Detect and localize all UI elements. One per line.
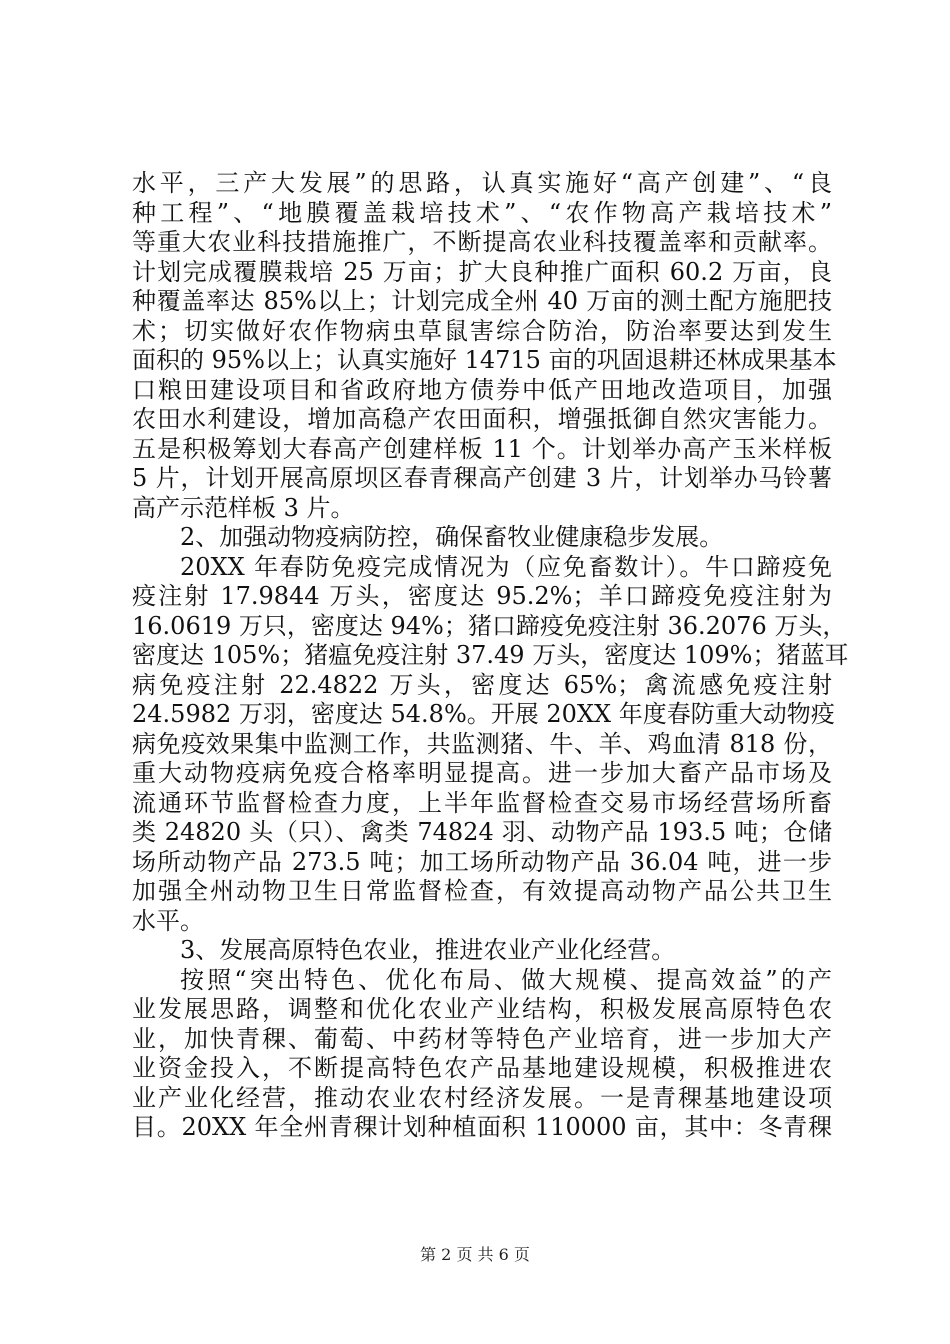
text-line: 种覆盖率达 85%以上；计划完成全州 40 万亩的测土配方施肥技 xyxy=(132,287,832,315)
text-line: 农田水利建设，增加高稳产农田面积，增强抵御自然灾害能力。 xyxy=(132,405,832,433)
text-line: 术；切实做好农作物病虫草鼠害综合防治，防治率要达到发生 xyxy=(132,316,832,345)
page-footer: 第 2 页 共 6 页 xyxy=(420,1245,530,1264)
text-line: 密度达 105%；猪瘟免疫注射 37.49 万头，密度达 109%；猪蓝耳 xyxy=(132,641,849,669)
text-line: 目。20XX 年全州青稞计划种植面积 110000 亩，其中：冬青稞 xyxy=(132,1113,832,1141)
text-line: 高产示范样板 3 片。 xyxy=(132,493,355,522)
text-line: 业产业化经营，推动农业农村经济发展。一是青稞基地建设项 xyxy=(132,1083,832,1112)
text-line: 场所动物产品 273.5 吨；加工场所动物产品 36.04 吨，进一步 xyxy=(132,847,832,876)
text-line: 5 片，计划开展高原坝区春青稞高产创建 3 片，计划举办马铃薯 xyxy=(132,464,832,492)
text-line: 流通环节监督检查力度，上半年监督检查交易市场经营场所畜 xyxy=(132,788,832,817)
text-line: 面积的 95%以上；认真实施好 14715 亩的巩固退耕还林成果基本 xyxy=(132,346,837,374)
text-line: 疫注射 17.9844 万头，密度达 95.2%；羊口蹄疫免疫注射为 xyxy=(132,582,832,610)
text-line: 病免疫注射 22.4822 万头，密度达 65%；禽流感免疫注射 xyxy=(132,670,832,699)
text-line: 按照“突出特色、优化布局、做大规模、提高效益”的产 xyxy=(180,965,832,994)
text-line: 水平，三产大发展”的思路，认真实施好“高产创建”、“良 xyxy=(132,169,832,197)
text-line: 等重大农业科技措施推广，不断提高农业科技覆盖率和贡献率。 xyxy=(132,228,832,256)
text-line: 口粮田建设项目和省政府地方债券中低产田地改造项目，加强 xyxy=(132,375,832,404)
text-line: 业发展思路，调整和优化农业产业结构，积极发展高原特色农 xyxy=(132,995,832,1023)
text-line: 20XX 年春防免疫完成情况为（应免畜数计）。牛口蹄疫免 xyxy=(180,552,832,581)
body-text xyxy=(132,169,849,1143)
text-line: 病免疫效果集中监测工作，共监测猪、牛、羊、鸡血清 818 份， xyxy=(132,729,832,758)
text-line: 重大动物疫病免疫合格率明显提高。进一步加大畜产品市场及 xyxy=(132,759,832,787)
text-line: 水平。 xyxy=(132,906,204,935)
text-line: 3、发展高原特色农业，推进农业产业化经营。 xyxy=(180,936,676,964)
text-line: 业，加快青稞、葡萄、中药材等特色产业培育，进一步加大产 xyxy=(132,1024,832,1053)
text-line: 业资金投入，不断提高特色农产品基地建设规模，积极推进农 xyxy=(132,1054,832,1082)
text-line: 2、加强动物疫病防控，确保畜牧业健康稳步发展。 xyxy=(180,523,724,551)
text-line: 种工程”、“地膜覆盖栽培技术”、“农作物高产栽培技术” xyxy=(132,198,832,227)
text-line: 五是积极筹划大春高产创建样板 11 个。计划举办高产玉米样板 xyxy=(132,434,832,463)
text-line: 计划完成覆膜栽培 25 万亩；扩大良种推广面积 60.2 万亩，良 xyxy=(132,257,832,286)
text-line: 24.5982 万羽，密度达 54.8%。开展 20XX 年度春防重大动物疫 xyxy=(132,700,835,728)
text-line: 16.0619 万只，密度达 94%；猪口蹄疫免疫注射 36.2076 万头， xyxy=(132,611,847,640)
text-line: 加强全州动物卫生日常监督检查，有效提高动物产品公共卫生 xyxy=(132,877,832,905)
text-line: 类 24820 头（只）、禽类 74824 羽、动物产品 193.5 吨；仓储 xyxy=(132,818,832,846)
